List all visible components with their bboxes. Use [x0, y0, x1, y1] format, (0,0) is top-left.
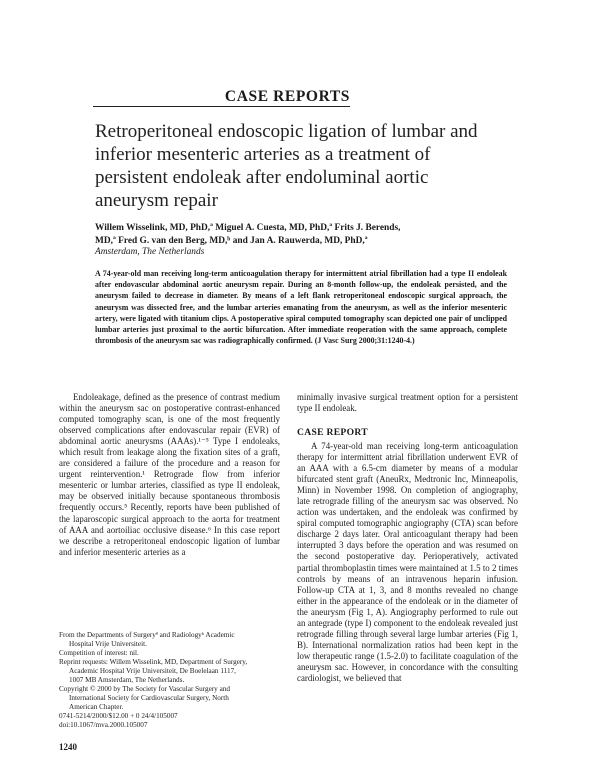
footnote-copyright-cont-2: American Chapter.: [69, 703, 124, 712]
section-header: [0, 88, 600, 106]
page-number: 1240: [59, 742, 77, 752]
intro-continuation: minimally invasive surgical treatment option for a persistent type II endoleak.: [297, 392, 518, 414]
section-title: CASE REPORTS: [224, 88, 350, 105]
case-report-heading: CASE REPORT: [297, 427, 368, 438]
footnote-from: From the Departments of Surgeryª and Radiologyᵇ Academic: [59, 631, 235, 639]
footnote-from-cont: Hospital Vrije Universiteit.: [69, 640, 147, 649]
case-report-paragraph: A 74-year-old man receiving long-term anticoagulation therapy for intermittent atrial fibrillation underwent EVR of an AAA with a 6.5-cm diameter by means of a modular bifurcated stent graft (AneuRx, Medtronic Inc, Minneapolis, Minn) in November 1998. On completion of angiography, late retrograde filling of the aneurysm sac was observed. No action was undertaken, and the endoleak was confirmed by spiral computed tomographic angiography (CTA) scan before discharge 2 days later. Oral anticoagulant therapy had been interrupted 3 days before the operation and was resumed on the second postoperative day. Perioperatively, activated partial thromboplastin times were maintained at 1.5 to 2 times controls by means of an intravenous heparin infusion. Follow-up CTA at 1, 3, and 8 months revealed no change either in the appearance of the endoleak or in the diameter of the aneurysm (Fig 1, A). Angiography performed to rule out an antegrade (type I) component to the endoleak revealed just retrograde filling through several large lumbar arteries (Fig 1, B). International normalization ratios had been kept in the low therapeutic range (1.5-2.0) to facilitate coagulation of the aneurysm sac. However, in concordance with the consulting cardiologist, we believed that: [297, 441, 518, 683]
footnote-reprint: Reprint requests: Willem Wisselink, MD, Department of Surgery,: [59, 658, 248, 667]
footnotes: [59, 631, 283, 731]
abstract: A 74-year-old man receiving long-term anticoagulation therapy for intermittent atrial fibrillation had a type II endoleak after endovascular abdominal aortic aneurysm repair. During an 8-month follow-up, the endoleak persisted, and the aneurysm failed to decrease in diameter. By means of a left flank retroperitoneal endoscopic surgical approach, the aneurysm was dissected free, and the lumbar arteries emanating from the aneurysm, as well as the inferior mesenteric artery, were ligated with titanium clips. A postoperative spiral computed tomography scan depicted one pair of unclipped lumbar arteries just proximal to the aortic bifurcation. After immediate reoperation with the same approach, complete thrombosis of the aneurysm sac was radiographically confirmed. (J Vasc Surg 2000;31:1240-4.): [95, 269, 507, 346]
intro-paragraph: Endoleakage, defined as the presence of contrast medium within the aneurysm sac on postoperative contrast-enhanced computed tomography scan, is one of the most frequently observed complications after endovascular repair (EVR) of abdominal aortic aneurysms (AAAs).¹⁻⁵ Type I endoleaks, which result from leakage along the fixation sites of a graft, are considered a failure of the procedure and a reason for urgent reintervention.¹ Retrograde flow from inferior mesenteric or lumbar arteries, classified as type II endoleak, may be observed initially because spontaneous thrombosis frequently occurs.⁵ Recently, reports have been published of the laparoscopic surgical approach to the aorta for treatment of AAA and aortoiliac occlusive disease.⁶ In this case report we describe a retroperitoneal endoscopic ligation of lumbar and inferior mesenteric arteries as a: [59, 392, 280, 557]
authors-line-2: MD,ª Fred G. van den Berg, MD,ᵇ and Jan A. Rauwerda, MD, PhD,ª: [95, 235, 368, 246]
right-column-intro: [297, 392, 518, 414]
left-column: [59, 392, 280, 558]
footnote-reprint-cont-2: 1007 MB Amsterdam, The Netherlands.: [69, 676, 185, 685]
footnote-issn: 0741-5214/2000/$12.00 + 0 24/4/105007: [59, 712, 178, 721]
header-rule: [93, 106, 350, 107]
footnote-copyright-cont-1: International Society for Cardiovascular Surgery, North: [69, 694, 229, 703]
footnote-copyright: Copyright © 2000 by The Society for Vascular Surgery and: [59, 685, 230, 694]
affiliation: Amsterdam, The Netherlands: [95, 247, 205, 257]
authors-line-1: Willem Wisselink, MD, PhD,ª Miguel A. Cuesta, MD, PhD,ª Frits J. Berends,: [95, 223, 401, 233]
author-list: [95, 222, 505, 247]
footnote-doi: doi:10.1067/mva.2000.105007: [59, 721, 148, 730]
article-title: Retroperitoneal endoscopic ligation of lumbar and inferior mesenteric arteries as a treatment of persistent endoleak after endoluminal aortic aneurysm repair: [95, 121, 478, 211]
footnote-reprint-cont-1: Academic Hospital Vrije Universiteit, De Boelelaan 1117,: [69, 667, 236, 676]
footnote-competition: Competition of interest: nil.: [59, 649, 139, 658]
case-report-body: [297, 441, 518, 684]
